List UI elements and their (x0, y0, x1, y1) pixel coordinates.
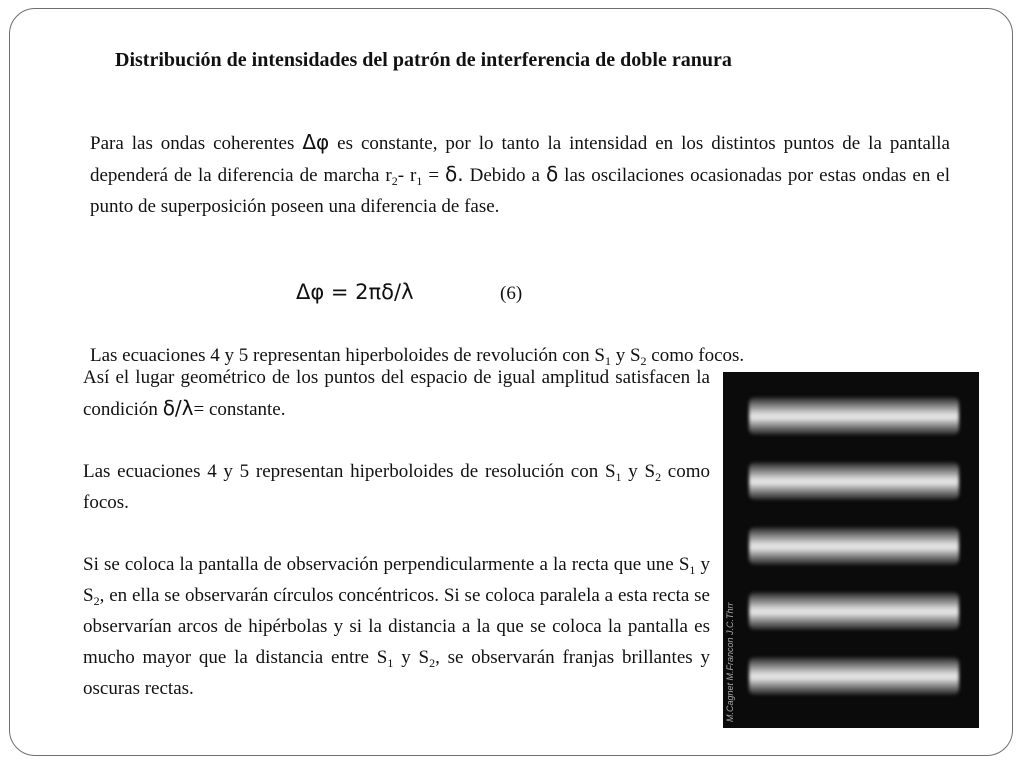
subscript: 2 (391, 174, 398, 188)
delta-symbol: δ. (445, 162, 464, 186)
text: las oscilaciones ocasionadas por estas ondas en el punto de superposición poseen una diferencia de fase. (90, 165, 951, 217)
text: Debido a (463, 165, 546, 186)
delta-over-lambda-symbol: δ/λ (162, 396, 194, 420)
equation: Δφ = 2πδ/λ (296, 280, 414, 304)
subscript: 1 (604, 354, 611, 368)
body-text (83, 362, 710, 704)
text: Las ecuaciones 4 y 5 representan hiperboloides de revolución con S (90, 345, 605, 366)
text: y S (610, 345, 641, 366)
text: = (422, 165, 446, 186)
bright-fringe (749, 397, 959, 435)
paragraph-amplitude (83, 362, 710, 425)
text: Así el lugar geométrico de los puntos del espacio de igual amplitud satisfacen la condición (83, 367, 710, 420)
paragraph-screen (83, 549, 710, 704)
text: Para las ondas coherentes (90, 133, 303, 154)
text: como focos. (646, 345, 745, 366)
text: - r (397, 165, 417, 186)
text: y S (393, 647, 430, 668)
bright-fringe (749, 527, 959, 565)
subscript: 2 (640, 354, 647, 368)
delta-phi-symbol: Δφ (302, 130, 330, 154)
subscript: 1 (387, 656, 394, 670)
bright-fringe (749, 462, 959, 500)
bright-fringe (749, 592, 959, 630)
slide-title: Distribución de intensidades del patrón de interferencia de doble ranura (115, 49, 732, 71)
text: Las ecuaciones 4 y 5 representan hiperboloides de resolución con S (83, 461, 616, 482)
delta-symbol: δ (545, 162, 559, 186)
text: , en ella se observarán círculos concéntricos. Si se coloca paralela a esta recta se observarían arcos de hipérbolas y si la distancia a la que se coloca la pantalla es mucho mayor que la distancia entre S (83, 585, 710, 668)
text: , se observarán franjas brillantes y oscuras rectas. (83, 647, 710, 699)
equation-number: (6) (500, 283, 523, 304)
bright-fringe (749, 657, 959, 695)
subscript: 2 (655, 470, 662, 484)
subscript: 1 (615, 470, 622, 484)
text: Si se coloca la pantalla de observación perpendicularmente a la recta que une S (83, 554, 690, 575)
text: y S (621, 461, 656, 482)
text: = constante. (193, 399, 286, 420)
text: y S (83, 554, 710, 606)
interference-fringes-photo (723, 372, 979, 728)
text: como focos. (83, 461, 710, 513)
subscript: 2 (93, 594, 100, 608)
subscript: 1 (689, 563, 696, 577)
subscript: 2 (429, 656, 436, 670)
photo-credit: M.Cagnet M.Francon J.C.Thrr (725, 602, 735, 722)
subscript: 1 (416, 174, 423, 188)
intro-paragraph (90, 127, 950, 222)
text: es constante, por lo tanto la intensidad en los distintos puntos de la pantalla dependerá de la diferencia de marcha r (90, 133, 950, 186)
paragraph-hyperboloids (83, 456, 710, 518)
